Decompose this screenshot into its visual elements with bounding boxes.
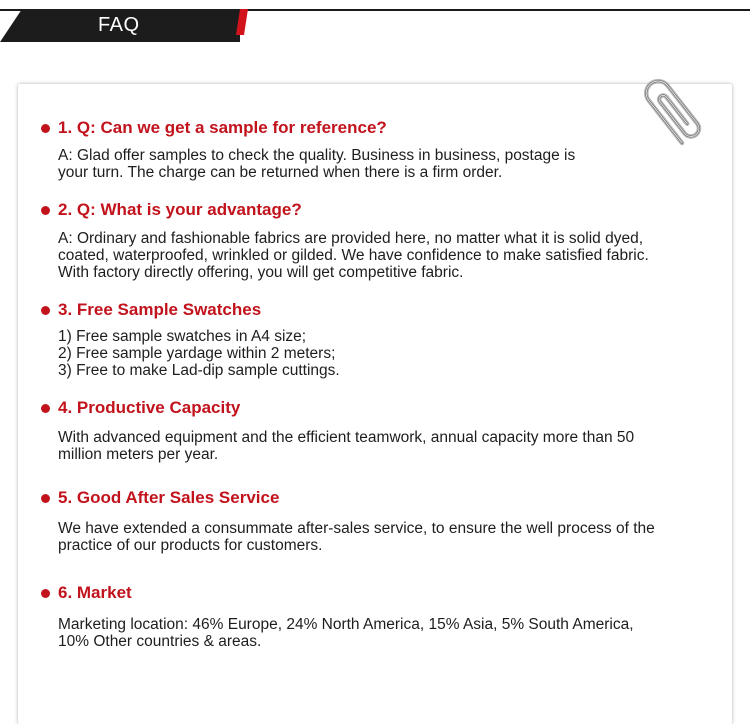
faq-question: [38, 487, 728, 509]
faq-item-1: [38, 117, 728, 181]
faq-question-text: 3. Free Sample Swatches: [58, 300, 262, 319]
faq-item-6: [38, 582, 728, 650]
faq-answer: [58, 520, 728, 554]
bullet-icon: [41, 124, 50, 133]
bullet-icon: [41, 306, 50, 315]
faq-answer-line: With advanced equipment and the efficient teamwork, annual capacity more than 50: [58, 429, 635, 446]
faq-answer-line: million meters per year.: [58, 446, 219, 463]
page-title: FAQ: [98, 14, 140, 36]
faq-question: [38, 582, 728, 604]
faq-answer-line: your turn. The charge can be returned when there is a firm order.: [58, 164, 503, 181]
faq-question-text: 5. Good After Sales Service: [58, 488, 280, 507]
faq-question-text: 6. Market: [58, 583, 132, 602]
faq-answer-line: 10% Other countries & areas.: [58, 633, 262, 650]
faq-answer-line: 1) Free sample swatches in A4 size;: [58, 328, 307, 345]
faq-answer-line: A: Ordinary and fashionable fabrics are provided here, no matter what it is solid dyed,: [58, 230, 644, 247]
faq-question: [38, 397, 728, 419]
faq-answer-line: coated, waterproofed, wrinkled or gilded. We have confidence to make satisfied fabric.: [58, 247, 649, 264]
faq-question-text: 1. Q: Can we get a sample for reference?: [58, 118, 387, 137]
faq-item-2: [38, 199, 728, 281]
faq-question: [38, 117, 728, 139]
faq-question: [38, 199, 728, 221]
bullet-icon: [41, 589, 50, 598]
faq-answer-line: Marketing location: 46% Europe, 24% North America, 15% Asia, 5% South America,: [58, 616, 634, 633]
faq-answer-line: 2) Free sample yardage within 2 meters;: [58, 345, 336, 362]
faq-question: [38, 299, 728, 321]
bullet-icon: [41, 404, 50, 413]
faq-question-text: 2. Q: What is your advantage?: [58, 200, 302, 219]
faq-item-5: [38, 487, 728, 554]
bullet-icon: [41, 206, 50, 215]
faq-item-3: [38, 299, 728, 379]
faq-item-4: [38, 397, 728, 463]
faq-question-text: 4. Productive Capacity: [58, 398, 241, 417]
faq-answer: [58, 230, 728, 281]
faq-answer-line: 3) Free to make Lad-dip sample cuttings.: [58, 362, 340, 379]
faq-answer-line: A: Glad offer samples to check the quality. Business in business, postage is: [58, 147, 576, 164]
faq-answer: [58, 328, 728, 379]
faq-answer: [58, 616, 728, 650]
faq-header: [0, 0, 750, 50]
faq-answer-line: With factory directly offering, you will get competitive fabric.: [58, 264, 464, 281]
faq-answer-line: practice of our products for customers.: [58, 537, 323, 554]
bullet-icon: [41, 494, 50, 503]
faq-answer-line: We have extended a consummate after-sales service, to ensure the well process of the: [58, 520, 655, 537]
faq-answer: [58, 147, 728, 181]
faq-answer: [58, 429, 728, 463]
